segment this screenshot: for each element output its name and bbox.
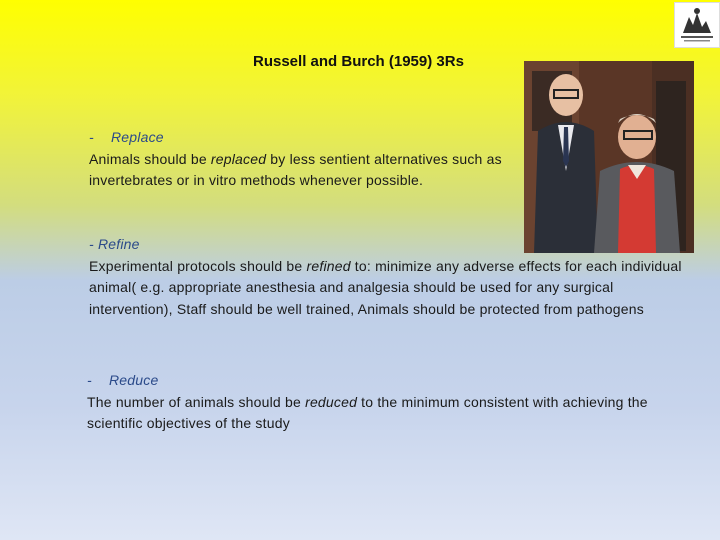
refine-body bbox=[89, 256, 689, 321]
institution-logo bbox=[674, 2, 720, 48]
reduce-heading bbox=[87, 370, 687, 392]
reduce-dash: - bbox=[87, 372, 92, 388]
reduce-text-after: to the minimum consistent with achieving the scientific objectives of the study bbox=[87, 393, 648, 431]
replace-heading bbox=[89, 127, 509, 149]
refine-text-after: to: minimize any adverse effects for each individual animal( e.g. appropriate anesthesia and analgesia should be used for any surgical intervention), Staff should be well trained, Animals should be protected from pathogens bbox=[89, 257, 682, 317]
replace-body bbox=[89, 149, 509, 192]
refine-heading: - Refine bbox=[89, 236, 140, 252]
replace-section bbox=[89, 127, 509, 192]
slide-title: Russell and Burch (1959) 3Rs bbox=[253, 53, 464, 70]
reduce-section bbox=[87, 370, 687, 435]
replace-heading-text: Replace bbox=[111, 129, 164, 145]
replace-text-before: Animals should be bbox=[89, 150, 211, 167]
refine-section bbox=[89, 234, 689, 320]
reduce-text-em: reduced bbox=[305, 393, 358, 410]
refine-text-before: Experimental protocols should be bbox=[89, 257, 307, 274]
replace-text-after: by less sentient alternatives such as invertebrates or in vitro methods whenever possible. bbox=[89, 150, 502, 188]
refine-text-em: refined bbox=[306, 257, 351, 274]
replace-text-em: replaced bbox=[210, 150, 267, 167]
reduce-body bbox=[87, 392, 687, 435]
reduce-text-before: The number of animals should be bbox=[87, 393, 306, 410]
replace-dash: - bbox=[89, 129, 94, 145]
reduce-heading-text: Reduce bbox=[109, 372, 159, 388]
portrait-photo bbox=[524, 61, 694, 253]
